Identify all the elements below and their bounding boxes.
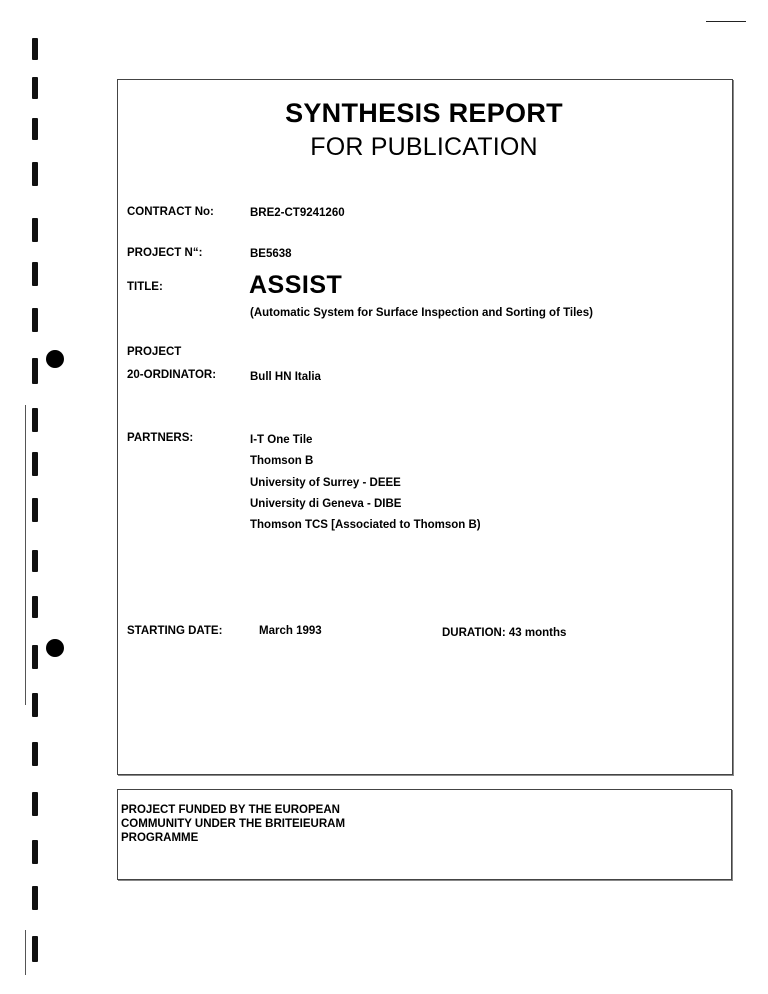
report-title: SYNTHESIS REPORT xyxy=(285,98,563,128)
title-label: TITLE: xyxy=(127,281,163,293)
project-no-value: BE5638 xyxy=(250,248,292,260)
contract-value: BRE2-CT9241260 xyxy=(250,207,345,219)
funding-line-3: PROGRAMME xyxy=(121,832,199,844)
starting-date-label: STARTING DATE: xyxy=(127,625,223,637)
funding-line-2: COMMUNITY UNDER THE BRITEIEURAM xyxy=(121,818,346,830)
partner-item: Thomson B xyxy=(250,455,314,467)
partner-item: Thomson TCS [Associated to Thomson B) xyxy=(250,519,481,531)
title-subtitle: (Automatic System for Surface Inspection and Sorting of Tiles) xyxy=(250,307,593,319)
funding-box xyxy=(117,789,732,880)
report-subtitle: FOR PUBLICATION xyxy=(310,133,538,161)
partners-label: PARTNERS: xyxy=(127,432,194,444)
top-right-rule xyxy=(706,21,746,22)
partner-item: University di Geneva - DIBE xyxy=(250,498,402,510)
coordinator-label-line1: PROJECT xyxy=(127,346,182,358)
funding-line-1: PROJECT FUNDED BY THE EUROPEAN xyxy=(121,804,340,816)
contract-label: CONTRACT No: xyxy=(127,206,214,218)
duration-text: DURATION: 43 months xyxy=(442,627,567,639)
main-frame xyxy=(117,79,733,775)
title-value: ASSIST xyxy=(249,271,343,299)
project-no-label: PROJECT N“: xyxy=(127,247,203,259)
coordinator-value: Bull HN Italia xyxy=(250,371,321,383)
starting-date-value: March 1993 xyxy=(259,625,322,637)
partner-item: I-T One Tile xyxy=(250,434,313,446)
partner-item: University of Surrey - DEEE xyxy=(250,477,401,489)
coordinator-label-line2: 20-ORDINATOR: xyxy=(127,369,217,381)
